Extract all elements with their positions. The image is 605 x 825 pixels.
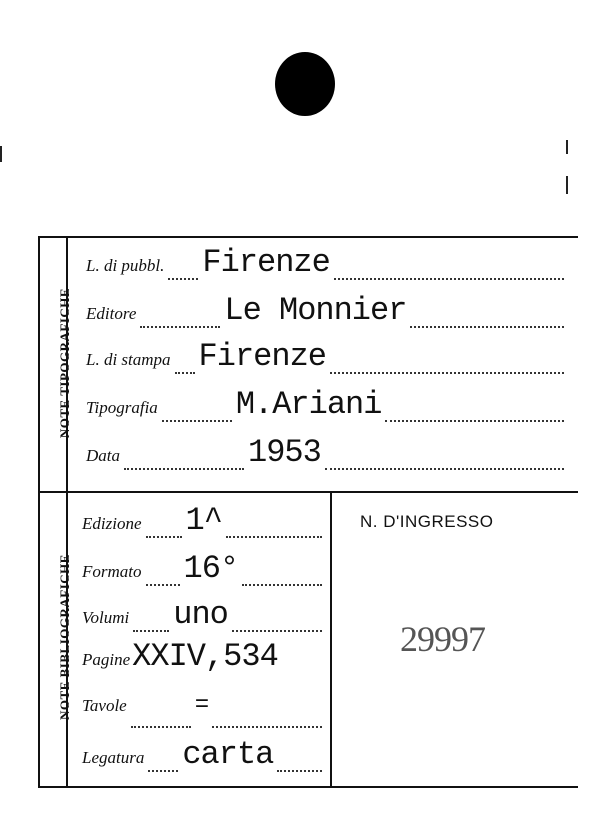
field-label: Formato [82,562,142,581]
dotted-leader [133,630,169,632]
edge-mark [566,140,568,154]
field-value: carta [182,736,274,773]
field-value: Firenze [202,244,330,281]
dotted-leader [385,420,564,422]
field-volumi [82,596,326,636]
dotted-leader [148,770,178,772]
field-value: 16° [183,550,239,587]
dotted-leader [124,468,244,470]
field-value: = [194,692,209,719]
field-label: Tipografia [86,398,158,417]
field-value: XXIV,534 [132,638,278,675]
ingresso-title: N. D'INGRESSO [360,512,494,531]
side-label-bibliografiche: NOTE BIBLIOGRAFICHE [57,554,72,720]
dotted-leader [131,726,191,728]
field-label: Data [86,446,120,465]
field-label: L. di pubbl. [86,256,165,275]
field-value: Le Monnier [224,292,407,329]
field-data [86,434,568,474]
dotted-leader [325,468,564,470]
dotted-leader [334,278,564,280]
dotted-leader [168,278,198,280]
field-value: uno [173,596,228,633]
dotted-leader [232,630,322,632]
field-tipografia [86,386,568,426]
field-editore [86,292,568,332]
punch-hole [275,52,335,116]
field-formato [82,550,326,590]
dotted-leader [162,420,232,422]
field-legatura [82,736,326,776]
field-label: Editore [86,304,137,323]
dotted-leader [140,326,220,328]
field-value: 1953 [248,434,321,471]
section-divider [38,491,578,493]
dotted-leader [146,536,182,538]
field-label: Legatura [82,748,145,767]
field-value: M.Ariani [235,386,382,423]
ingresso-number: 29997 [400,619,485,659]
dotted-leader [146,584,180,586]
field-luogo-pubblicazione [86,244,568,284]
card-top-border [38,236,578,238]
field-label: Pagine [82,650,131,669]
field-label: L. di stampa [86,350,171,369]
field-pagine [82,638,332,678]
card-bottom-border [38,786,578,788]
field-label: Volumi [82,608,130,627]
card-left-border [38,236,40,788]
field-value: Firenze [198,338,326,375]
field-value: 1^ [185,502,222,539]
edge-mark [0,146,2,162]
edge-mark [566,176,568,194]
field-edizione [82,502,326,542]
catalog-card [38,236,578,788]
field-label: Edizione [82,514,142,533]
dotted-leader [410,326,564,328]
dotted-leader [212,726,322,728]
dotted-leader [226,536,322,538]
field-luogo-stampa [86,338,568,378]
dotted-leader [242,584,322,586]
dotted-leader [330,372,564,374]
field-label: Tavole [82,696,127,715]
dotted-leader [277,770,322,772]
field-tavole [82,692,326,732]
dotted-leader [175,372,195,374]
side-label-tipografiche: NOTE TIPOGRAFICHE [57,287,72,439]
